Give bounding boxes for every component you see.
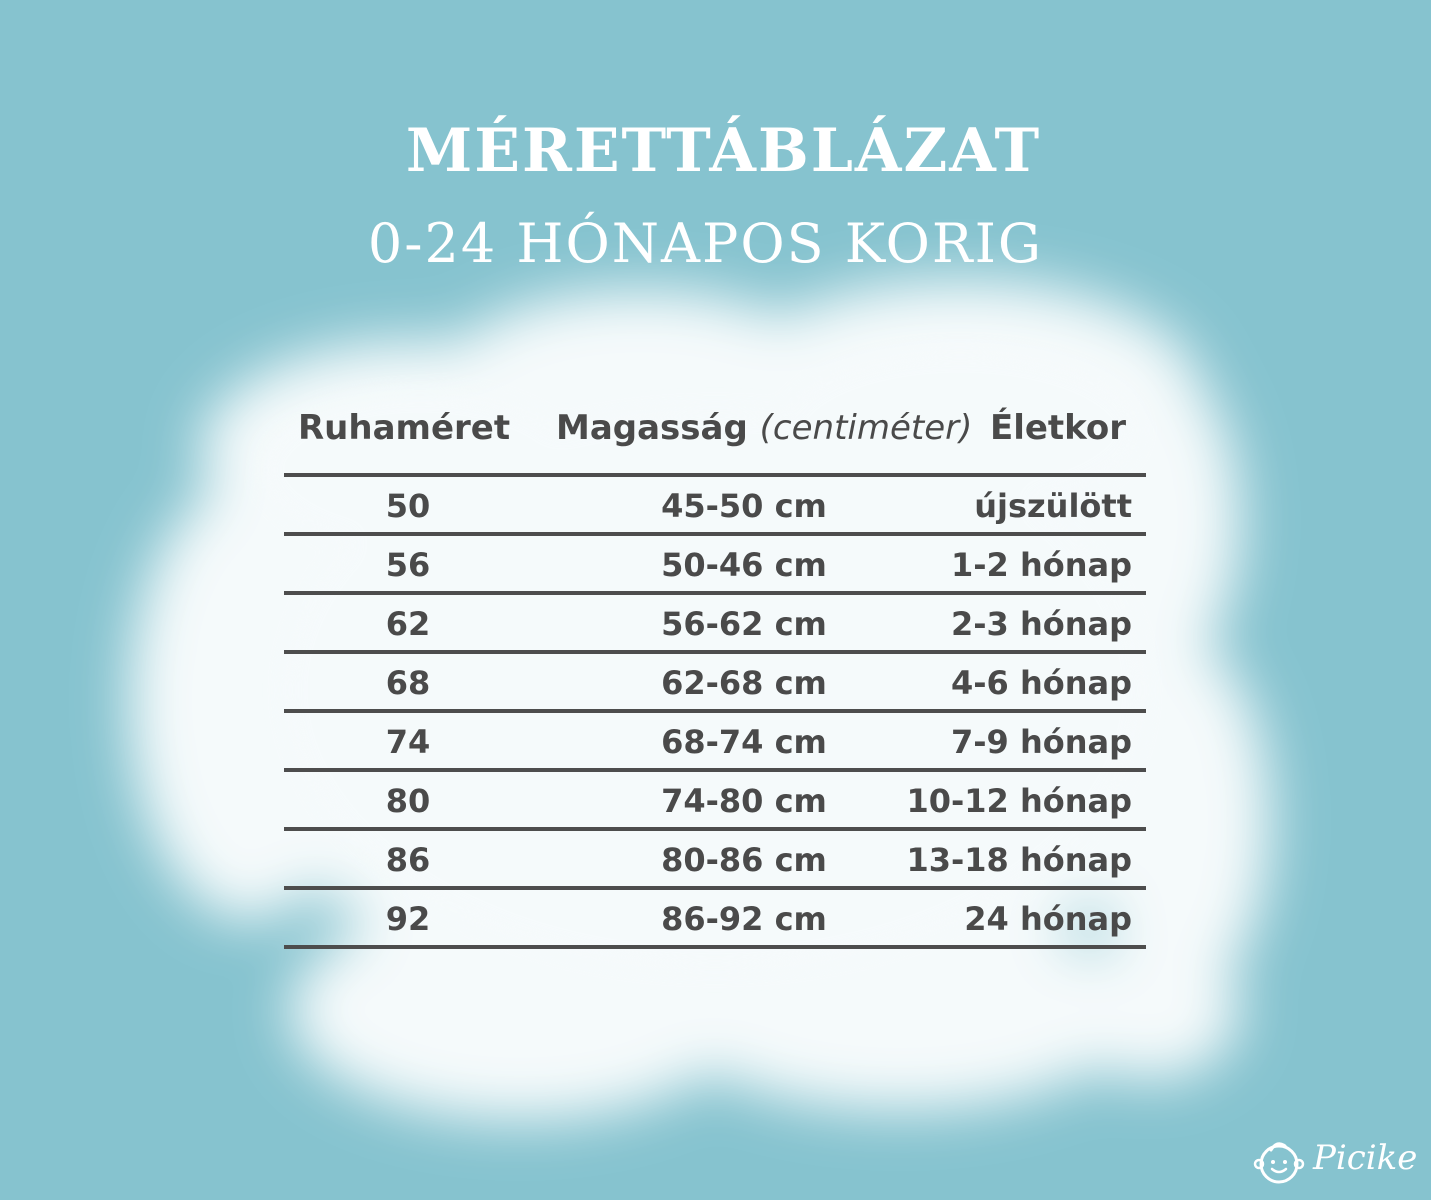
page-title: MÉRETTÁBLÁZAT <box>405 116 1042 186</box>
logo-text: Picike <box>1313 1138 1418 1178</box>
header-height-unit: (centiméter) <box>759 408 973 448</box>
table-row <box>284 831 1146 886</box>
header-height <box>556 408 972 448</box>
cell-age: 7-9 hónap <box>951 723 1132 761</box>
cell-size: 80 <box>385 782 431 820</box>
header-size: Ruhaméret <box>298 408 511 448</box>
cell-size: 50 <box>385 487 431 525</box>
size-chart-table <box>284 400 1146 949</box>
cell-age: 13-18 hónap <box>906 841 1132 879</box>
cell-age: 24 hónap <box>964 900 1132 938</box>
cell-size: 86 <box>385 841 431 879</box>
cell-size: 56 <box>385 546 431 584</box>
table-header <box>284 400 1146 473</box>
cell-height: 56-62 cm <box>661 605 827 643</box>
cell-height: 45-50 cm <box>661 487 827 525</box>
cell-age: újszülött <box>974 487 1132 525</box>
page-subtitle: 0-24 HÓNAPOS KORIG <box>367 212 1044 275</box>
table-row <box>284 595 1146 650</box>
cell-size: 74 <box>385 723 431 761</box>
cell-age: 4-6 hónap <box>951 664 1132 702</box>
baby-face-icon <box>1253 1136 1309 1186</box>
header-height-label: Magasság <box>556 408 748 448</box>
cell-age: 10-12 hónap <box>906 782 1132 820</box>
header-age: Életkor <box>989 408 1126 448</box>
table-row <box>284 890 1146 945</box>
cell-height: 68-74 cm <box>661 723 827 761</box>
table-row <box>284 654 1146 709</box>
table-row <box>284 536 1146 591</box>
cell-age: 1-2 hónap <box>951 546 1132 584</box>
cell-size: 68 <box>385 664 431 702</box>
cell-height: 74-80 cm <box>661 782 827 820</box>
table-row <box>284 477 1146 532</box>
cell-age: 2-3 hónap <box>951 605 1132 643</box>
cell-height: 62-68 cm <box>661 664 827 702</box>
table-divider <box>284 945 1146 949</box>
cell-size: 92 <box>385 900 431 938</box>
table-row <box>284 713 1146 768</box>
picike-logo <box>1253 1136 1418 1186</box>
cell-size: 62 <box>385 605 431 643</box>
table-row <box>284 772 1146 827</box>
cell-height: 80-86 cm <box>661 841 827 879</box>
cell-height: 50-46 cm <box>661 546 827 584</box>
cell-height: 86-92 cm <box>661 900 827 938</box>
